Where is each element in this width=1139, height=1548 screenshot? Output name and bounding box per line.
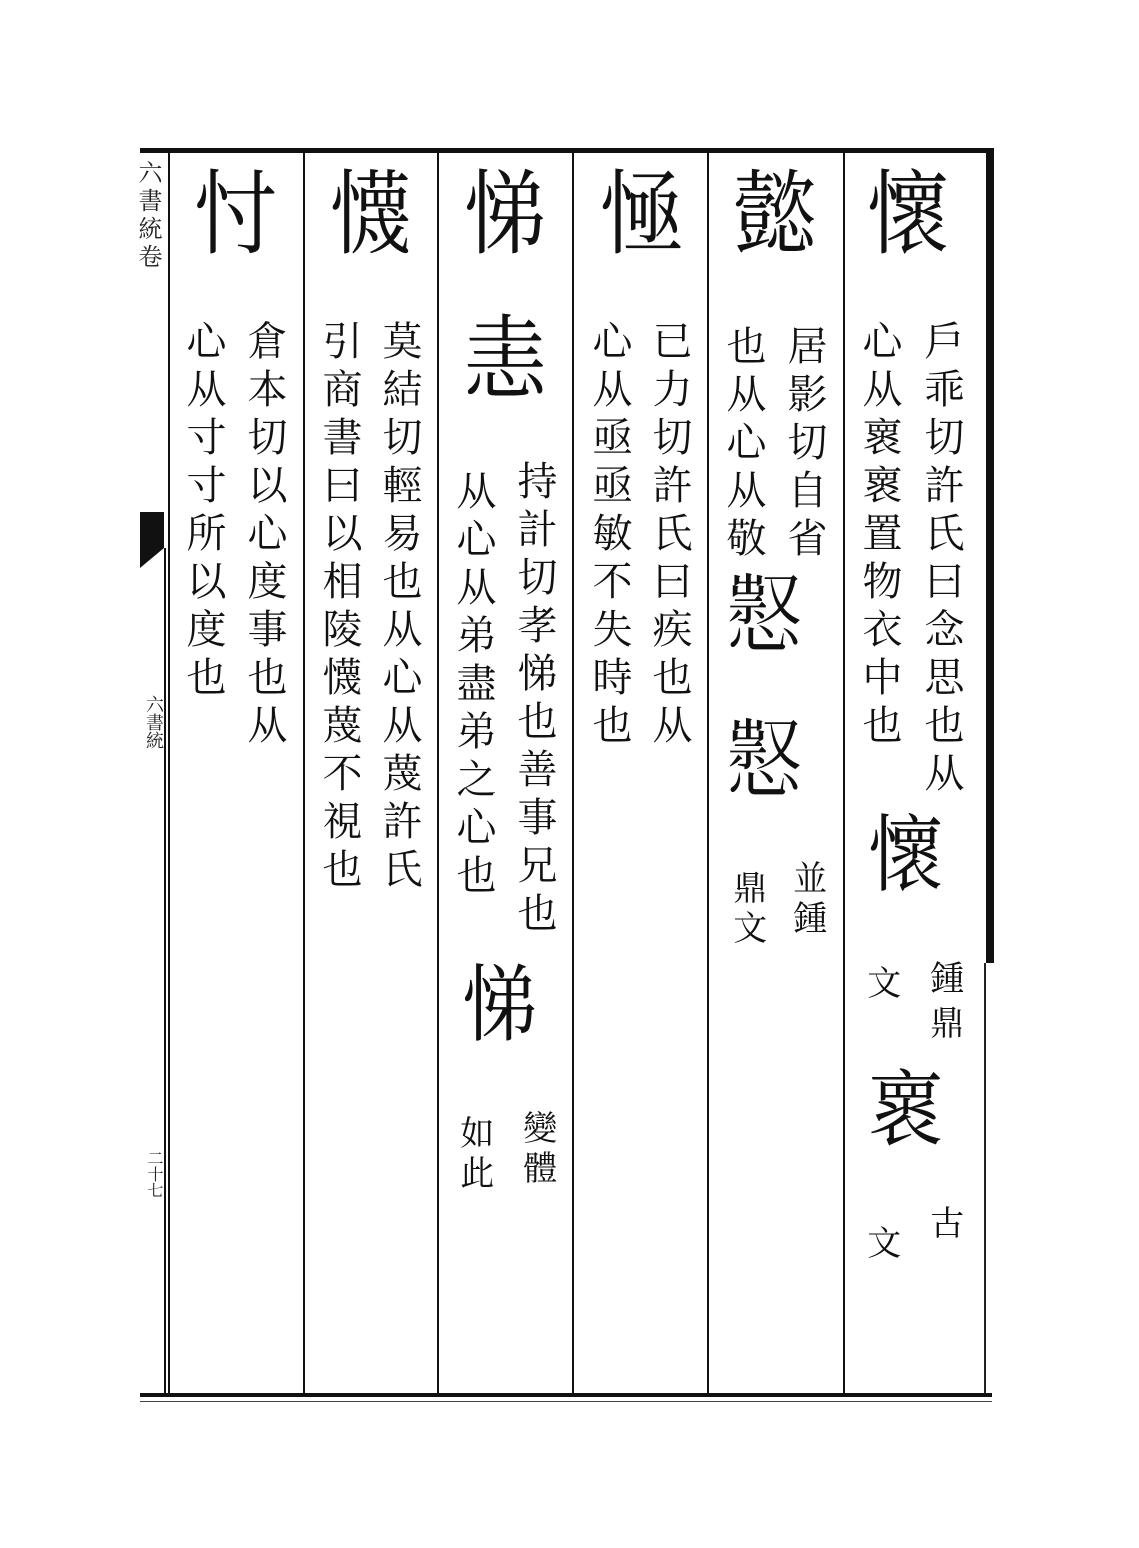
frame-bottom-inner-rule xyxy=(140,1401,992,1402)
seal-glyph-entry-2-variant-2: 𢡈 xyxy=(717,715,807,799)
entry-2-note-right: 並鍾 xyxy=(786,860,827,940)
seal-glyph-entry-1: 懷 xyxy=(853,165,950,257)
entry-6-text-left: 心从寸寸所以度也 xyxy=(180,320,226,704)
entry-4-text-right: 持計切孝悌也善事兄也 xyxy=(511,460,557,940)
seal-glyph-entry-1-variant-1: 懷 xyxy=(855,810,945,894)
entry-2-text-right: 居影切自省 xyxy=(781,325,827,565)
seal-glyph-entry-3: 㥛 xyxy=(586,165,683,257)
frame-right-thin-rule xyxy=(984,963,986,1393)
seal-glyph-entry-5: 懱 xyxy=(316,165,413,257)
column-divider xyxy=(572,150,574,1393)
entry-5-text-left: 引商書曰以相陵懱蔑不視也 xyxy=(316,320,362,896)
column-divider xyxy=(707,150,709,1393)
column-divider xyxy=(437,150,439,1393)
entry-1-variant-1-note-left: 文 xyxy=(860,965,901,1005)
entry-3-text-right: 已力切許氏曰疾也从 xyxy=(646,320,692,752)
entry-1-variant-1-note-right: 鍾 xyxy=(923,960,964,1000)
entry-2-text-left: 也从心从敬 xyxy=(720,325,766,565)
entry-1-variant-1-note-right-2: 鼎 xyxy=(923,1005,964,1045)
fishtail-mark xyxy=(140,512,164,548)
seal-glyph-entry-2-variant-1: 𢡈 xyxy=(717,570,807,654)
seal-glyph-entry-1-variant-2: 褱 xyxy=(855,1065,945,1149)
seal-glyph-entry-2: 懿 xyxy=(720,165,817,257)
entry-3-text-left: 心从亟亟敏不失時也 xyxy=(586,320,632,752)
margin-page-number: 二十七 xyxy=(145,1150,164,1198)
entry-4-note-right: 變體 xyxy=(516,1110,557,1190)
column-divider xyxy=(303,150,305,1393)
frame-right-rule xyxy=(986,148,994,963)
frame-left-rule xyxy=(164,548,166,1393)
column-divider xyxy=(843,150,845,1393)
entry-1-variant-2-note-right: 古 xyxy=(923,1205,964,1245)
entry-6-text-right: 倉本切以心度事也从 xyxy=(241,320,287,752)
seal-glyph-entry-6: 忖 xyxy=(180,165,277,257)
entry-1-variant-2-note-left: 文 xyxy=(860,1225,901,1265)
seal-glyph-entry-4: 悌 xyxy=(450,165,547,257)
seal-glyph-entry-4-variant: 悌 xyxy=(449,960,539,1044)
entry-1-text-left: 心从褱褱置物衣中也 xyxy=(856,320,902,752)
entry-1-text-right: 戶乖切許氏曰念思也从 xyxy=(918,320,964,800)
column-divider xyxy=(168,150,170,1393)
entry-5-text-right: 莫結切輕易也从心从蔑許氏 xyxy=(376,320,422,896)
frame-bottom-rule xyxy=(140,1393,992,1397)
seal-glyph-entry-4-b: 恚 xyxy=(450,310,547,402)
frame-top-rule xyxy=(140,148,992,153)
margin-book-title: 六書統 xyxy=(143,695,164,749)
fishtail-mark-tail xyxy=(140,548,164,568)
margin-title: 六書統卷 xyxy=(134,160,162,272)
entry-2-note-left: 鼎文 xyxy=(726,870,767,950)
entry-4-text-left: 从心从弟盡弟之心也 xyxy=(450,470,496,902)
entry-4-note-left: 如此 xyxy=(453,1115,494,1195)
